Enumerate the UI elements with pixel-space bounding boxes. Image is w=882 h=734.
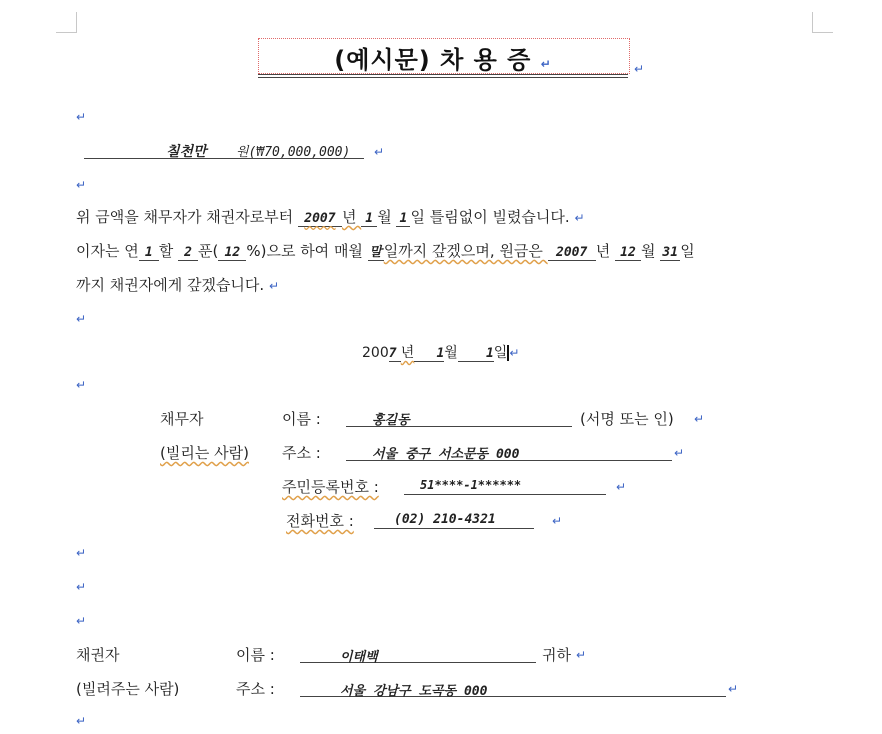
- return-mark-icon: ↵: [76, 714, 87, 728]
- return-mark-icon: ↵: [374, 145, 385, 159]
- debtor-address-label: 주소 :: [282, 444, 321, 462]
- debtor-sub-label: (빌리는 사람): [160, 444, 249, 462]
- para3-text: 까지 채권자에게 갚겠습니다.: [76, 276, 265, 294]
- return-mark-icon: ↵: [634, 62, 645, 76]
- debtor-name-value[interactable]: 홍길동: [372, 413, 410, 428]
- return-mark-icon: ↵: [76, 614, 87, 628]
- para2-t2: 할: [158, 242, 178, 260]
- para1-year[interactable]: 2007: [298, 211, 342, 227]
- creditor-address-value[interactable]: 서울 강남구 도곡동 000: [340, 684, 488, 699]
- para2-t3: 푼(: [198, 242, 219, 260]
- return-mark-icon: ↵: [509, 346, 520, 360]
- document-title[interactable]: [258, 40, 628, 75]
- interest-pun[interactable]: 2: [178, 245, 198, 261]
- return-mark-icon: ↵: [540, 57, 552, 71]
- debtor-address-value[interactable]: 서울 중구 서소문동 000: [372, 447, 520, 462]
- principal-day[interactable]: 31: [660, 245, 680, 261]
- amount-unit: [236, 141, 350, 160]
- return-mark-icon: ↵: [76, 312, 87, 326]
- para2-t8: 일: [680, 242, 695, 260]
- date-prefix: 200: [362, 345, 389, 361]
- interest-percent[interactable]: 12: [218, 245, 246, 261]
- document-title-text: (예시문) 차 용 증: [334, 46, 532, 74]
- title-underline-second: [258, 77, 628, 78]
- return-mark-icon: ↵: [76, 178, 87, 192]
- borrow-statement: [76, 206, 585, 227]
- para1-month-label: 월: [377, 208, 397, 226]
- para1-day-label: 일 틀림없이 빌렸습니다.: [410, 208, 570, 226]
- creditor-honorific: 귀하: [542, 646, 571, 664]
- creditor-sub-label: (빌려주는 사람): [76, 680, 180, 698]
- creditor-name-label: 이름 :: [236, 646, 275, 664]
- return-mark-icon: ↵: [694, 412, 705, 426]
- para1-text: 위 금액을 채무자가 채권자로부터: [76, 208, 298, 226]
- crop-mark-top-right: [812, 12, 833, 33]
- creditor-name-value[interactable]: 이태백: [340, 650, 378, 665]
- debtor-phone-underline: [374, 528, 534, 529]
- debtor-id-value[interactable]: 51****-1******: [420, 478, 522, 492]
- return-mark-icon: ↵: [576, 648, 587, 662]
- para1-year-label: 년: [341, 208, 362, 226]
- interest-hal[interactable]: 1: [139, 245, 159, 261]
- para1-day[interactable]: 1: [396, 211, 410, 227]
- interest-statement: [76, 240, 695, 261]
- return-mark-icon: ↵: [76, 546, 87, 560]
- date-month-label: 월: [444, 345, 458, 361]
- debtor-name-label: 이름 :: [282, 410, 321, 428]
- principal-year[interactable]: 2007: [548, 245, 596, 261]
- debtor-label: 채무자: [160, 410, 204, 428]
- return-mark-icon: ↵: [574, 211, 585, 225]
- return-mark-icon: ↵: [268, 279, 280, 293]
- crop-mark-top-left: [56, 12, 77, 33]
- para2-t6: 년: [595, 242, 615, 260]
- para2-t1: 이자는 연: [76, 242, 139, 260]
- date-day-label: 일: [493, 345, 508, 361]
- amount-korean[interactable]: 칠천만: [166, 144, 207, 160]
- date-month[interactable]: 1: [414, 346, 444, 362]
- para1-month[interactable]: 1: [361, 211, 377, 227]
- contract-date: [362, 342, 519, 362]
- debtor-phone-label: 전화번호 :: [286, 512, 354, 530]
- para2-t5: 일까지 갚겠으며, 원금은: [383, 242, 548, 260]
- principal-month[interactable]: 12: [615, 245, 641, 261]
- debtor-id-underline: [404, 494, 606, 495]
- para2-t7: 월: [640, 242, 661, 260]
- amount-unit-text: 원(₩70,000,000): [236, 145, 351, 160]
- debtor-id-label: 주민등록번호 :: [282, 478, 379, 496]
- return-mark-icon: ↵: [76, 110, 87, 124]
- return-mark-icon: ↵: [674, 446, 685, 460]
- return-mark-icon: ↵: [616, 480, 627, 494]
- return-mark-icon: ↵: [552, 514, 563, 528]
- title-underline: [258, 74, 628, 75]
- return-mark-icon: ↵: [76, 378, 87, 392]
- debtor-sign-note: (서명 또는 인): [580, 410, 674, 428]
- creditor-label: 채권자: [76, 646, 120, 664]
- return-mark-icon: ↵: [76, 580, 87, 594]
- date-day[interactable]: 1: [458, 346, 494, 362]
- creditor-address-label: 주소 :: [236, 680, 275, 698]
- date-year-label: 년: [400, 345, 415, 361]
- return-mark-icon: ↵: [728, 682, 739, 696]
- repay-statement: [76, 274, 279, 295]
- date-year-digit[interactable]: 7: [389, 346, 401, 362]
- debtor-phone-value[interactable]: (02) 210-4321: [394, 512, 496, 527]
- monthly-pay-day[interactable]: 말: [368, 241, 384, 261]
- creditor-name-underline: [300, 662, 536, 663]
- para2-t4: %)으로 하여 매월: [246, 242, 368, 260]
